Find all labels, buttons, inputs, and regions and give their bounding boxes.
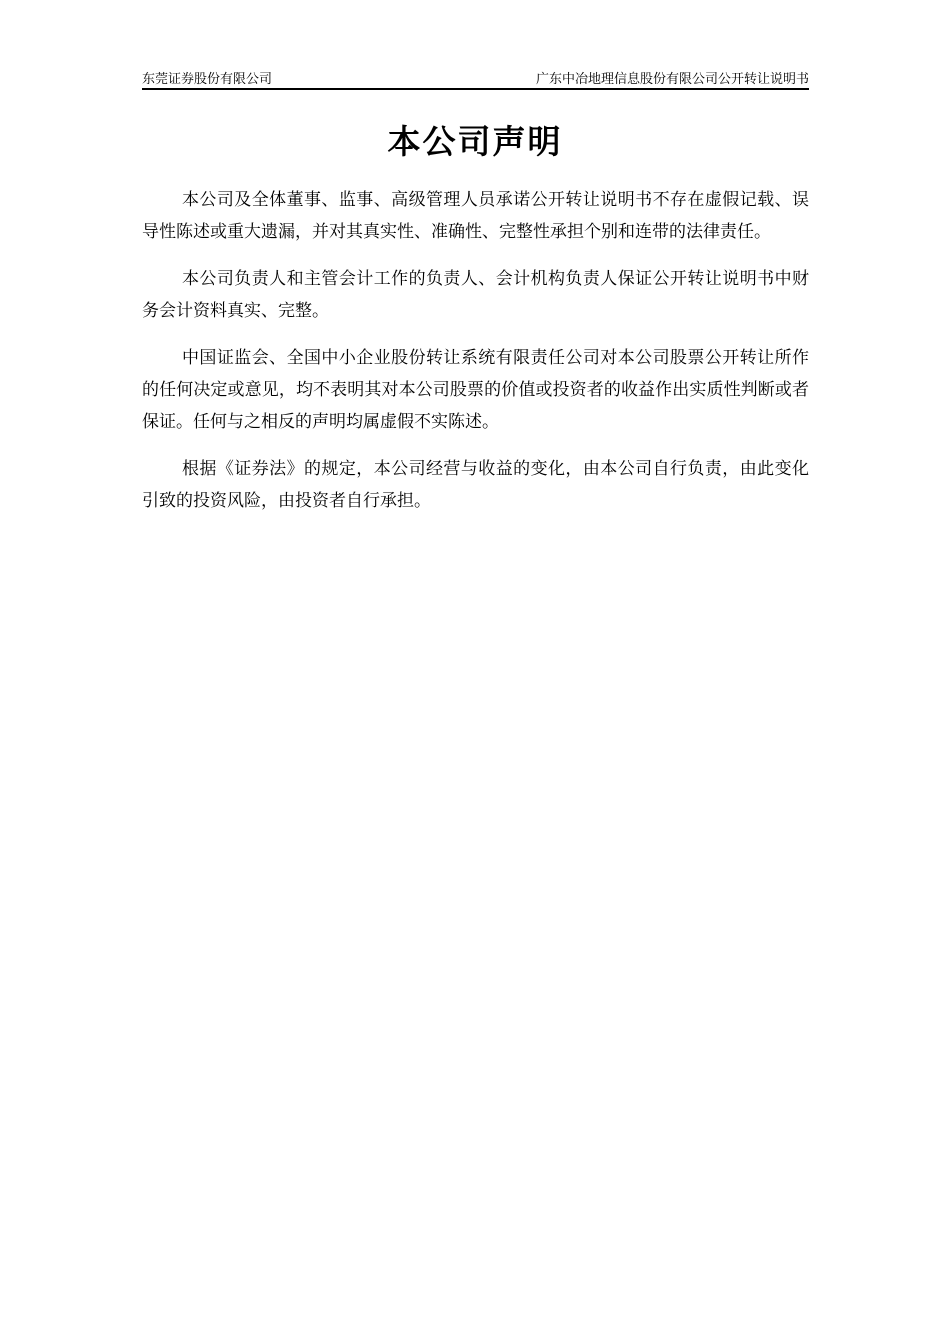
header-document-title: 广东中冶地理信息股份有限公司公开转让说明书 <box>535 72 809 87</box>
page-title: 本公司声明 <box>387 122 563 161</box>
declaration-paragraph-2: 本公司负责人和主管会计工作的负责人、会计机构负责人保证公开转让说明书中财务会计资料真实、完整。 <box>142 269 809 321</box>
declaration-paragraph-3: 中国证监会、全国中小企业股份转让系统有限责任公司对本公司股票公开转让所作的任何决定或意见，均不表明其对本公司股票的价值或投资者的收益作出实质性判断或者保证。任何与之相反的声明均属虚假不实陈述。 <box>142 348 809 432</box>
declaration-paragraph-1: 本公司及全体董事、监事、高级管理人员承诺公开转让说明书不存在虚假记载、误导性陈述或重大遗漏，并对其真实性、准确性、完整性承担个别和连带的法律责任。 <box>142 190 809 242</box>
header-company-name: 东莞证券股份有限公司 <box>142 72 273 87</box>
declaration-paragraph-4: 根据《证券法》的规定，本公司经营与收益的变化，由本公司自行负责，由此变化引致的投资风险，由投资者自行承担。 <box>142 459 809 511</box>
declaration-body <box>142 184 809 532</box>
page-header <box>142 66 809 90</box>
